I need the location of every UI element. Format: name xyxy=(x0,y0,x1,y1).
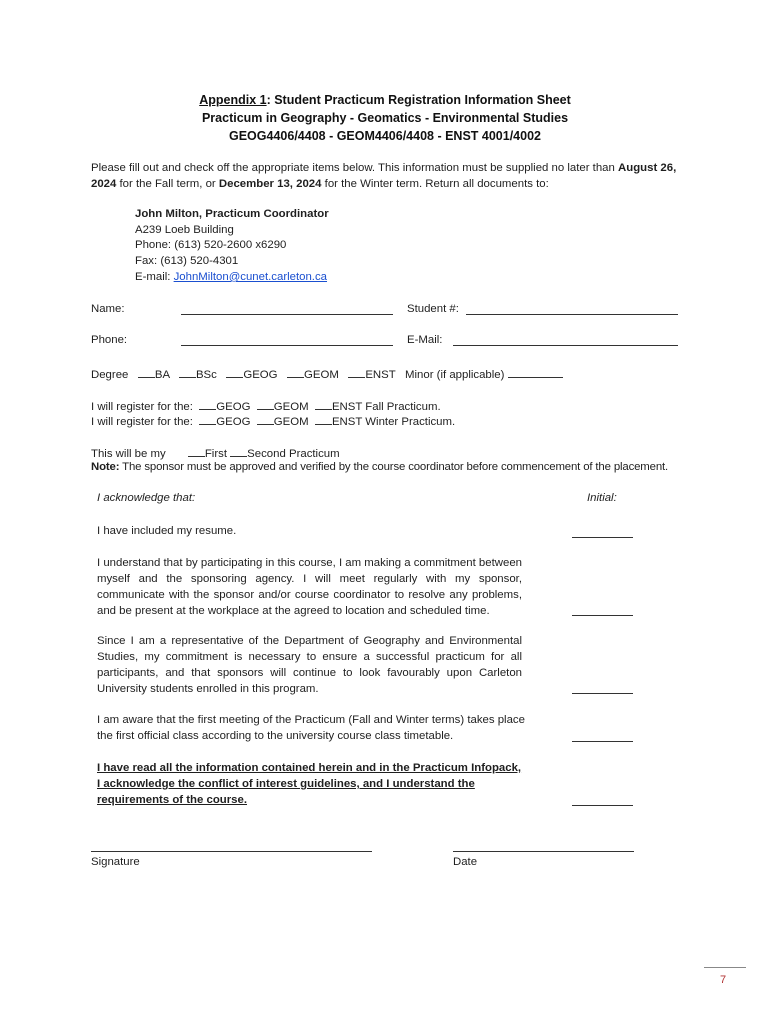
minor-field[interactable] xyxy=(508,366,563,378)
coordinator-email: E-mail: JohnMilton@cunet.carleton.ca xyxy=(135,271,328,283)
email-label: E-Mail: xyxy=(407,334,443,346)
course-codes: GEOG4406/4408 - GEOM4406/4408 - ENST 4001/4002 xyxy=(229,129,541,143)
form-subtitle: Practicum in Geography - Geomatics - Environmental Studies xyxy=(201,111,569,125)
email-field[interactable] xyxy=(453,334,678,346)
initial-field-commitment[interactable] xyxy=(572,604,633,616)
degree-geog-check[interactable] xyxy=(226,366,243,378)
fall-enst-check[interactable] xyxy=(315,398,332,410)
title-text: : Student Practicum Registration Information Sheet xyxy=(266,93,571,107)
sponsor-note: Note: The sponsor must be approved and verified by the course coordinator before commencement of the placement. xyxy=(91,461,669,473)
fall-geom-check[interactable] xyxy=(257,398,274,410)
ack-item-first-meeting: I am aware that the first meeting of the Practicum (Fall and Winter terms) takes place the first official class according to the university course class timetable. xyxy=(97,714,525,742)
practicum-number-row: This will be my First Second Practicum xyxy=(91,445,340,460)
winter-geom-check[interactable] xyxy=(257,413,274,425)
degree-row: Degree BA BSc GEOG GEOM ENST Minor (if applicable) xyxy=(91,366,563,381)
initial-field-first-meeting[interactable] xyxy=(572,730,633,742)
coordinator-email-link[interactable]: JohnMilton@cunet.carleton.ca xyxy=(173,271,328,283)
acknowledge-heading: I acknowledge that: xyxy=(97,492,196,504)
degree-label: Degree xyxy=(91,369,129,381)
degree-geom-check[interactable] xyxy=(287,366,304,378)
winter-deadline: December 13, 2024 xyxy=(218,178,322,190)
winter-enst-check[interactable] xyxy=(315,413,332,425)
ack-item-commitment: I understand that by participating in this course, I am making a commitment between myself and the sponsoring agency. I will meet regularly with my sponsor, communicate with the sponsor and/or course coordinator to resolve any problems, and be present at the workplace at the agreed to location and scheduled time. xyxy=(97,557,522,617)
name-field[interactable] xyxy=(181,303,393,315)
form-title xyxy=(0,93,770,107)
appendix-label: Appendix 1 xyxy=(199,93,267,107)
intro-paragraph: Please fill out and check off the appropriate items below. This information must be supplied no later than August 26, 2024 for the Fall term, or December 13, 2024 for the Winter term. Return all documents to: xyxy=(91,162,677,190)
fall-deadline: August 26, 2024 xyxy=(91,162,677,190)
winter-geog-check[interactable] xyxy=(199,413,216,425)
ack-item-resume: I have included my resume. xyxy=(97,525,237,537)
second-practicum-check[interactable] xyxy=(230,445,247,457)
initial-heading: Initial: xyxy=(587,492,617,504)
date-line[interactable] xyxy=(453,851,634,852)
fall-geog-check[interactable] xyxy=(199,398,216,410)
degree-bsc-check[interactable] xyxy=(179,366,196,378)
coordinator-fax: Fax: (613) 520-4301 xyxy=(135,255,239,267)
initial-field-infopack[interactable] xyxy=(572,794,633,806)
page-number: 7 xyxy=(720,974,727,986)
signature-label: Signature xyxy=(91,856,140,868)
student-number-field[interactable] xyxy=(466,303,678,315)
coordinator-name: John Milton, Practicum Coordinator xyxy=(135,208,329,220)
register-winter-row: I will register for the: GEOG GEOM ENST Winter Practicum. xyxy=(91,413,455,428)
minor-label: Minor (if applicable) xyxy=(405,369,505,381)
register-fall-row: I will register for the: GEOG GEOM ENST Fall Practicum. xyxy=(91,398,441,413)
initial-field-resume[interactable] xyxy=(572,526,633,538)
degree-enst-check[interactable] xyxy=(348,366,365,378)
first-practicum-check[interactable] xyxy=(188,445,205,457)
coordinator-phone: Phone: (613) 520-2600 x6290 xyxy=(135,239,287,251)
footer-rule xyxy=(704,967,746,968)
date-label: Date xyxy=(453,856,478,868)
coordinator-building: A239 Loeb Building xyxy=(135,224,234,236)
phone-label: Phone: xyxy=(91,334,128,346)
degree-ba-check[interactable] xyxy=(138,366,155,378)
signature-line[interactable] xyxy=(91,851,372,852)
ack-item-representative: Since I am a representative of the Department of Geography and Environmental Studies, my commitment is necessary to ensure a successful practicum for all participants, and that sponsors will continue to look favourably upon Carleton University students enrolled in this program. xyxy=(97,635,522,695)
student-number-label: Student #: xyxy=(407,303,459,315)
initial-field-representative[interactable] xyxy=(572,682,633,694)
ack-item-infopack: I have read all the information contained herein and in the Practicum Infopack, I acknowledge the conflict of interest guidelines, and I understand the requirements of the course. xyxy=(97,762,522,806)
name-label: Name: xyxy=(91,303,125,315)
phone-field[interactable] xyxy=(181,334,393,346)
